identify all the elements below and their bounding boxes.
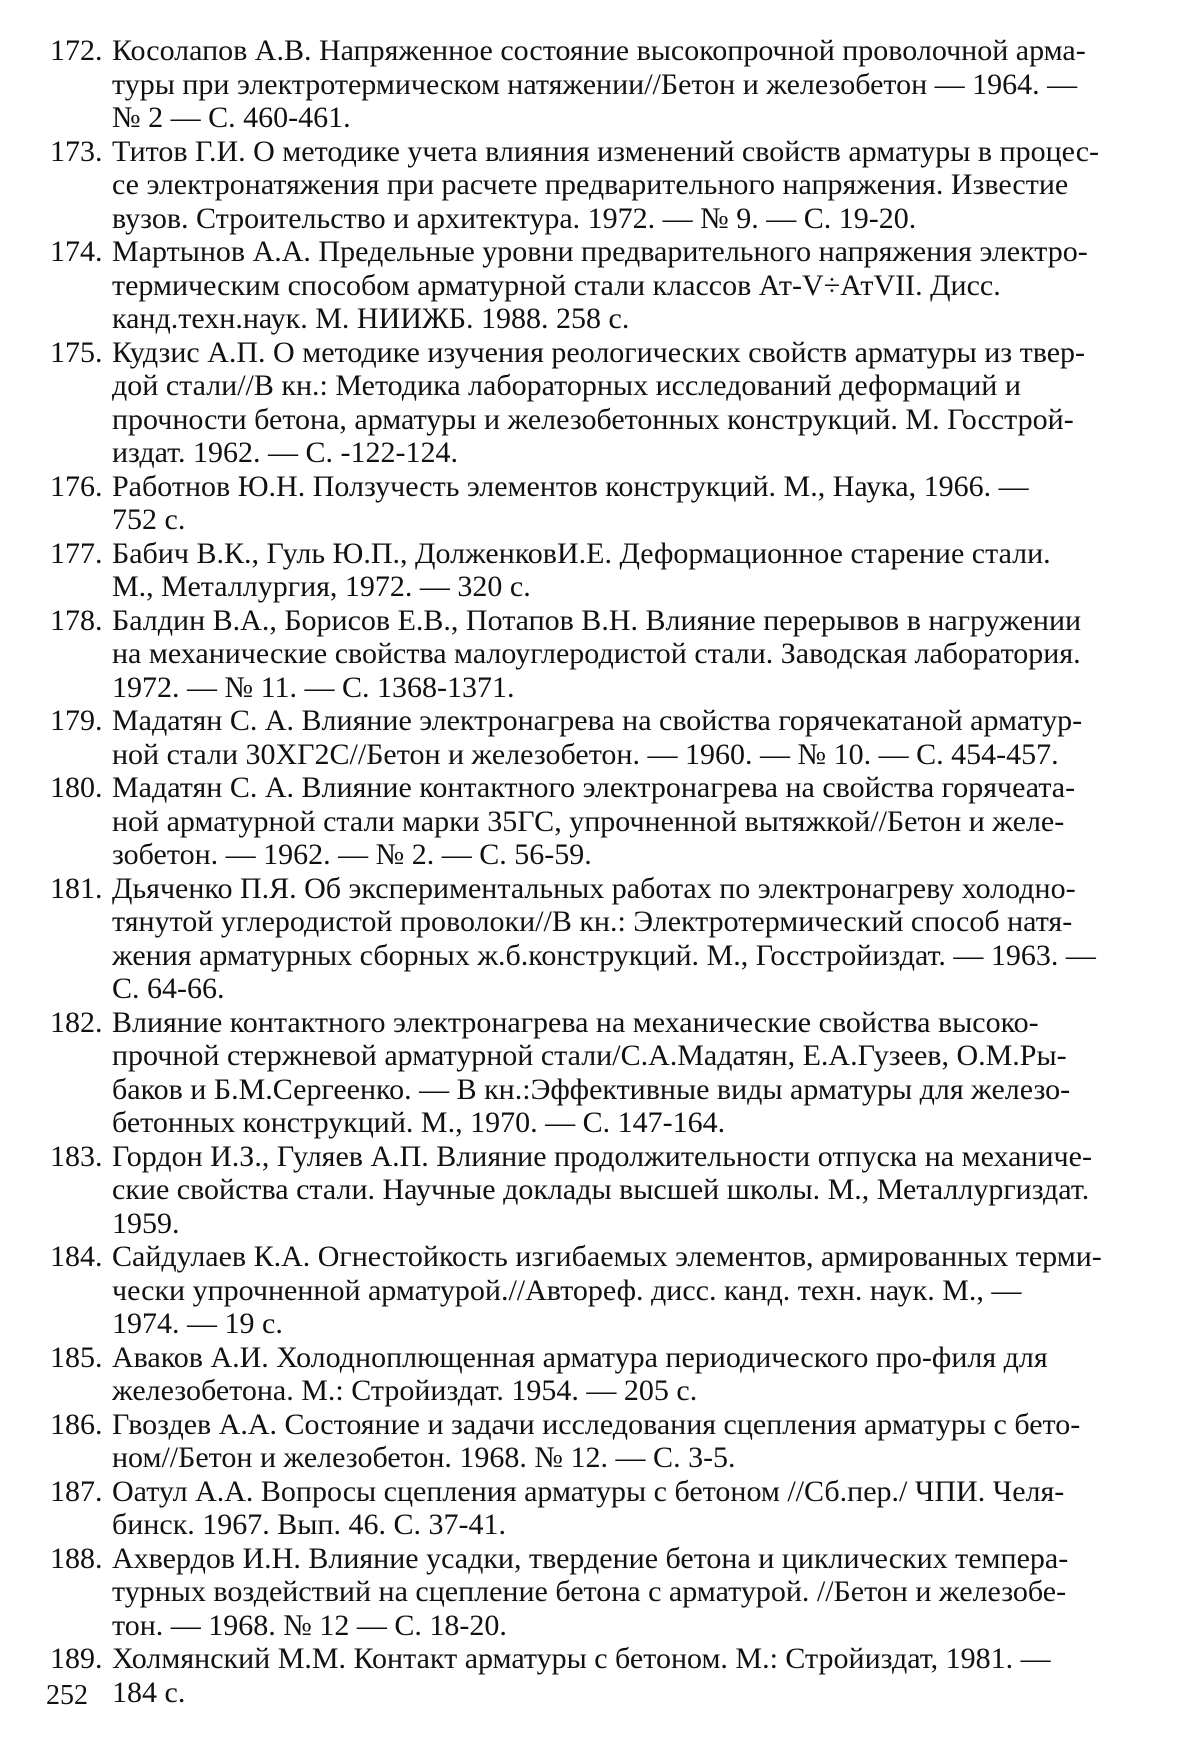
reference-item	[50, 704, 1155, 771]
reference-item	[50, 872, 1155, 1006]
reference-number: 185.	[50, 1340, 103, 1374]
reference-text: Влияние контактного электронагрева на механические свойства высоко- прочной стержневой арматурной стали/С.А.Мадатян, Е.А.Гузеев, О.М.Ры- баков и Б.М.Сергеенко. — В кн.:Эффективные виды арматуры для железо- бетонных конструкций. М., 1970. — С. 147-164.	[112, 1005, 1071, 1139]
reference-item	[50, 1006, 1155, 1140]
reference-text: Мартынов А.А. Предельные уровни предварительного напряжения электро- термическим способом арматурной стали классов Ат-V÷АтVII. Дисс. канд.техн.наук. М. НИИЖБ. 1988. 258 с.	[112, 235, 1088, 335]
reference-item	[50, 537, 1155, 604]
reference-text: Гордон И.З., Гуляев А.П. Влияние продолжительности отпуска на механиче- ские свойства стали. Научные доклады высшей школы. М., Металлургиздат. 1959.	[112, 1139, 1092, 1240]
reference-text: Мадатян С. А. Влияние контактного электронагрева на свойства горячеата- ной арматурной стали марки 35ГС, упрочненной вытяжкой//Бетон и желе- зобетон. — 1962. — № 2. — С. 56-59.	[112, 771, 1076, 871]
reference-item	[50, 1341, 1155, 1408]
reference-text: Гвоздев А.А. Состояние и задачи исследования сцепления арматуры с бето- ном//Бетон и железобетон. 1968. № 12. — С. 3-5.	[112, 1407, 1081, 1474]
reference-item	[50, 470, 1155, 537]
reference-item	[50, 235, 1155, 336]
reference-number: 175.	[50, 335, 103, 369]
reference-text: Ахвердов И.Н. Влияние усадки, твердение бетона и циклических темпера- турных воздействий на сцепление бетона с арматурой. //Бетон и железобе- тон. — 1968. № 12 — С. 18-20.	[112, 1541, 1069, 1642]
reference-text: Балдин В.А., Борисов Е.В., Потапов В.Н. Влияние перерывов в нагружении на механические свойства малоуглеродистой стали. Заводская лаборатория. 1972. — № 11. — С. 1368-1371.	[112, 603, 1082, 704]
reference-number: 176.	[50, 469, 103, 503]
reference-text: Мадатян С. А. Влияние электронагрева на свойства горячекатаной арматур- ной стали 30ХГ2С//Бетон и железобетон. — 1960. — № 10. — С. 454-457.	[112, 704, 1083, 771]
reference-text: Кудзис А.П. О методике изучения реологических свойств арматуры из твер- дой стали//В кн.: Методика лабораторных исследований деформаций и прочности бетона, арматуры и железобетонных конструкций. М. Госстрой- издат. 1962. — С. -122-124.	[112, 335, 1086, 469]
reference-item	[50, 135, 1155, 236]
reference-item	[50, 604, 1155, 705]
reference-text: Сайдулаев К.А. Огнестойкость изгибаемых элементов, армированных терми- чески упрочненной арматурой.//Автореф. дисс. канд. техн. наук. М., — 1974. — 19 с.	[112, 1240, 1102, 1340]
reference-text: Титов Г.И. О методике учета влияния изменений свойств арматуры в процес- се электронатяжения при расчете предварительного напряжения. Известие вузов. Строительство и архитектура. 1972. — № 9. — С. 19-20.	[112, 134, 1100, 235]
reference-item	[50, 1240, 1155, 1341]
reference-number: 178.	[50, 603, 103, 637]
reference-number: 182.	[50, 1005, 103, 1039]
reference-number: 183.	[50, 1139, 103, 1173]
reference-item	[50, 1542, 1155, 1643]
reference-number: 180.	[50, 771, 103, 804]
reference-text: Оатул А.А. Вопросы сцепления арматуры с бетоном //Сб.пер./ ЧПИ. Челя- бинск. 1967. Вып. 46. С. 37-41.	[112, 1474, 1065, 1541]
reference-text: Аваков А.И. Холодноплющенная арматура периодического про-филя для железобетона. М.: Стройиздат. 1954. — 205 с.	[112, 1340, 1048, 1407]
reference-number: 179.	[50, 704, 103, 737]
reference-number: 172.	[50, 34, 103, 67]
reference-number: 188.	[50, 1541, 103, 1575]
reference-text: Бабич В.К., Гуль Ю.П., ДолженковИ.Е. Деформационное старение стали. М., Металлургия, 1972. — 320 с.	[112, 536, 1051, 603]
reference-number: 187.	[50, 1474, 103, 1508]
reference-number: 174.	[50, 235, 103, 268]
reference-item	[50, 34, 1155, 135]
reference-text: Работнов Ю.Н. Ползучесть элементов конструкций. М., Наука, 1966. — 752 с.	[112, 469, 1029, 536]
reference-item	[50, 1408, 1155, 1475]
reference-item	[50, 1140, 1155, 1241]
reference-text: Косолапов А.В. Напряженное состояние высокопрочной проволочной арма- туры при электротермическом натяжении//Бетон и железобетон — 1964. — № 2 — С. 460-461.	[112, 34, 1086, 134]
reference-number: 184.	[50, 1240, 103, 1273]
reference-item	[50, 1475, 1155, 1542]
page-number: 252	[46, 1680, 88, 1711]
reference-number: 181.	[50, 871, 103, 905]
reference-item	[50, 336, 1155, 470]
reference-number: 189.	[50, 1642, 103, 1675]
reference-number: 173.	[50, 134, 103, 168]
reference-number: 177.	[50, 536, 103, 570]
reference-number: 186.	[50, 1407, 103, 1441]
reference-text: Холмянский М.М. Контакт арматуры с бетоном. М.: Стройиздат, 1981. — 184 с.	[112, 1642, 1051, 1709]
reference-list	[50, 34, 1155, 1709]
reference-item	[50, 771, 1155, 872]
reference-text: Дьяченко П.Я. Об экспериментальных работах по электронагреву холодно- тянутой углеродистой проволоки//В кн.: Электротермический способ натя- жения арматурных сборных ж.б.конструкций. М., Госстройиздат. — 1963. — С. 64-66.	[112, 871, 1096, 1005]
reference-item	[50, 1642, 1155, 1709]
